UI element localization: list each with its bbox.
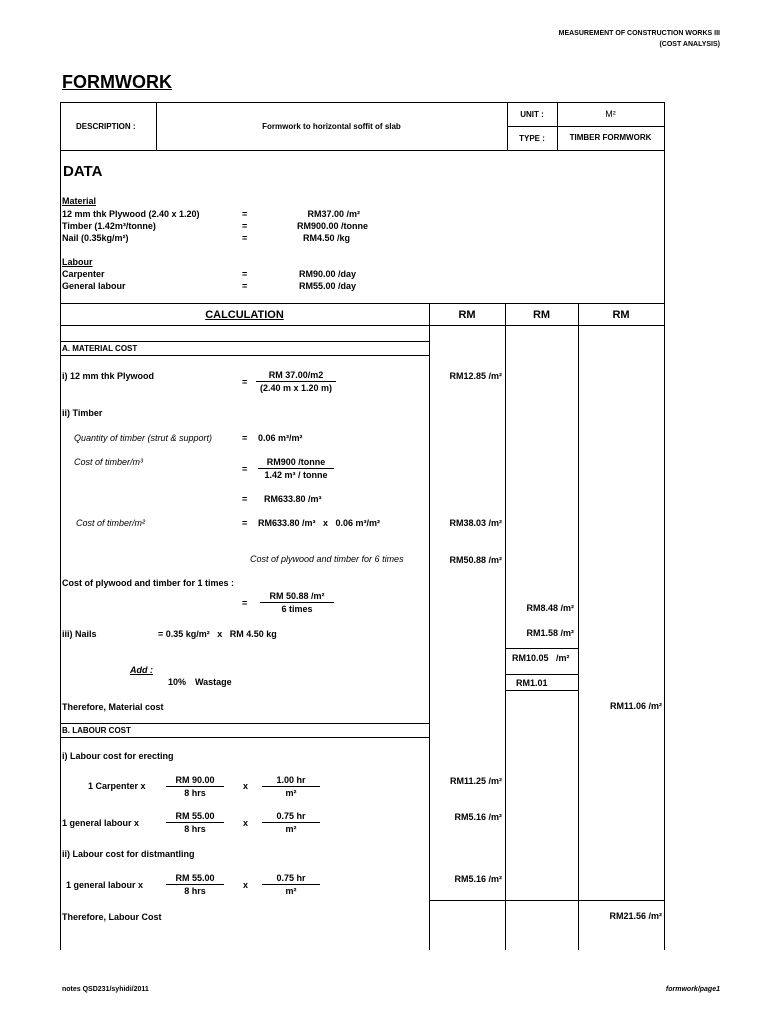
material-item: Timber (1.42m³/tonne) bbox=[62, 221, 156, 231]
timber-label: ii) Timber bbox=[62, 408, 103, 418]
equals-sign: = bbox=[242, 269, 248, 279]
wastage-label: Wastage bbox=[195, 677, 232, 687]
equals-sign: = bbox=[242, 377, 248, 387]
equals-sign: = bbox=[242, 598, 248, 608]
labour-cost-heading: B. LABOUR COST bbox=[62, 726, 131, 735]
fraction-denominator: 6 times bbox=[281, 604, 313, 614]
fraction-denominator: 1.42 m³ / tonne bbox=[264, 470, 328, 480]
rm-column-header: RM bbox=[532, 309, 551, 321]
timber-fraction bbox=[258, 457, 334, 480]
course-title: MEASUREMENT OF CONSTRUCTION WORKS III bbox=[558, 30, 720, 37]
material-rate: RM4.50 /kg bbox=[302, 233, 350, 243]
labour-rate: RM90.00 /day bbox=[298, 269, 356, 279]
rm-column-header: RM bbox=[458, 309, 476, 321]
quantity-label: Quantity of timber (strut & support) bbox=[74, 433, 213, 443]
material-rate: RM37.00 /m² bbox=[307, 209, 360, 219]
description-label: DESCRIPTION : bbox=[76, 122, 136, 131]
one-time-result: RM8.48 /m² bbox=[526, 603, 574, 613]
general-labour-label: 1 general labour x bbox=[62, 818, 140, 828]
material-item: Nail (0.35kg/m²) bbox=[62, 233, 129, 243]
carpenter-rate-fraction bbox=[166, 775, 224, 798]
fraction-denominator: 8 hrs bbox=[184, 824, 206, 834]
material-cost-heading: A. MATERIAL COST bbox=[62, 344, 138, 353]
carpenter-label: 1 Carpenter x bbox=[88, 781, 146, 791]
page-title: FORMWORK bbox=[62, 72, 172, 92]
fraction-numerator: RM900 /tonne bbox=[258, 457, 334, 469]
equals-sign: = bbox=[242, 221, 248, 231]
plywood-result: RM12.85 /m² bbox=[449, 371, 502, 381]
fraction-denominator: m² bbox=[285, 788, 297, 798]
fraction-numerator: RM 50.88 /m² bbox=[260, 591, 334, 603]
fraction-denominator: m² bbox=[285, 886, 297, 896]
cost-per-m3-value: RM633.80 /m³ bbox=[264, 494, 322, 504]
dismantle-labour-label: 1 general labour x bbox=[66, 880, 144, 890]
dismantle-hours-fraction bbox=[262, 873, 320, 896]
equals-sign: = bbox=[242, 494, 248, 504]
equals-sign: = bbox=[242, 433, 248, 443]
general-result: RM5.16 /m² bbox=[454, 812, 502, 822]
dismantle-result: RM5.16 /m² bbox=[454, 874, 502, 884]
fraction-numerator: 1.00 hr bbox=[262, 775, 320, 787]
multiply-sign: x bbox=[243, 880, 249, 890]
quantity-value: 0.06 m³/m² bbox=[258, 433, 303, 443]
nails-label: iii) Nails bbox=[62, 629, 97, 639]
labour-item: Carpenter bbox=[62, 269, 105, 279]
fraction-numerator: 0.75 hr bbox=[262, 811, 320, 823]
wastage-value: RM1.01 bbox=[516, 678, 548, 688]
one-time-fraction bbox=[260, 591, 334, 614]
carpenter-result: RM11.25 /m² bbox=[449, 776, 502, 786]
fraction-denominator: 8 hrs bbox=[184, 788, 206, 798]
plywood-label: i) 12 mm thk Plywood bbox=[62, 371, 155, 381]
type-label: TYPE : bbox=[519, 134, 545, 143]
calculation-header: CALCULATION bbox=[205, 309, 284, 321]
general-rate-fraction bbox=[166, 811, 224, 834]
type-value: TIMBER FORMWORK bbox=[569, 133, 652, 142]
course-subtitle: (COST ANALYSIS) bbox=[659, 41, 720, 48]
cost-per-m2-calc: RM633.80 /m³ x 0.06 m³/m² bbox=[258, 518, 381, 528]
general-hours-fraction bbox=[262, 811, 320, 834]
dismantling-label: ii) Labour cost for distmantling bbox=[62, 849, 195, 859]
material-total-label: Therefore, Material cost bbox=[62, 702, 164, 712]
wastage-percent: 10% bbox=[168, 677, 187, 687]
multiply-sign: x bbox=[243, 818, 249, 828]
material-rate: RM900.00 /tonne bbox=[296, 221, 368, 231]
nails-result: RM1.58 /m² bbox=[526, 628, 574, 638]
labour-rate: RM55.00 /day bbox=[298, 281, 356, 291]
labour-item: General labour bbox=[62, 281, 126, 291]
rm-column-header: RM bbox=[612, 309, 630, 321]
equals-sign: = bbox=[242, 518, 248, 528]
carpenter-hours-fraction bbox=[262, 775, 320, 798]
equals-sign: = bbox=[242, 209, 248, 219]
labour-total-value: RM21.56 /m² bbox=[609, 911, 662, 921]
equals-sign: = bbox=[242, 233, 248, 243]
equals-sign: = bbox=[242, 464, 248, 474]
six-times-label: Cost of plywood and timber for 6 times bbox=[250, 554, 404, 564]
cost-per-m3-label: Cost of timber/m³ bbox=[74, 457, 144, 467]
material-subtotal: RM10.05 /m² bbox=[512, 653, 570, 663]
description-value: Formwork to horizontal soffit of slab bbox=[262, 122, 401, 131]
unit-value: M² bbox=[605, 109, 616, 119]
cost-per-m2-label: Cost of timber/m² bbox=[76, 518, 146, 528]
nails-calc: = 0.35 kg/m² x RM 4.50 kg bbox=[158, 629, 277, 639]
material-total-value: RM11.06 /m² bbox=[609, 701, 662, 711]
labour-heading: Labour bbox=[62, 257, 93, 267]
footer-page: formwork/page1 bbox=[665, 986, 720, 993]
cost-per-m2-result: RM38.03 /m² bbox=[449, 518, 502, 528]
fraction-numerator: 0.75 hr bbox=[262, 873, 320, 885]
add-label: Add : bbox=[130, 665, 153, 675]
six-times-result: RM50.88 /m² bbox=[449, 555, 502, 565]
material-item: 12 mm thk Plywood (2.40 x 1.20) bbox=[62, 209, 200, 219]
fraction-numerator: RM 55.00 bbox=[166, 873, 224, 885]
unit-label: UNIT : bbox=[520, 110, 544, 119]
plywood-fraction bbox=[256, 370, 336, 393]
fraction-denominator: (2.40 m x 1.20 m) bbox=[259, 383, 333, 393]
data-title: DATA bbox=[63, 163, 103, 180]
equals-sign: = bbox=[242, 281, 248, 291]
erecting-label: i) Labour cost for erecting bbox=[62, 751, 174, 761]
fraction-denominator: 8 hrs bbox=[184, 886, 206, 896]
fraction-numerator: RM 37.00/m2 bbox=[256, 370, 336, 382]
material-heading: Material bbox=[62, 196, 97, 206]
fraction-numerator: RM 90.00 bbox=[166, 775, 224, 787]
one-time-label: Cost of plywood and timber for 1 times : bbox=[62, 578, 235, 588]
dismantle-rate-fraction bbox=[166, 873, 224, 896]
fraction-numerator: RM 55.00 bbox=[166, 811, 224, 823]
footer-notes: notes QSD231/syhidi/2011 bbox=[62, 986, 149, 993]
fraction-denominator: m² bbox=[285, 824, 297, 834]
labour-total-label: Therefore, Labour Cost bbox=[62, 912, 162, 922]
multiply-sign: x bbox=[243, 781, 249, 791]
